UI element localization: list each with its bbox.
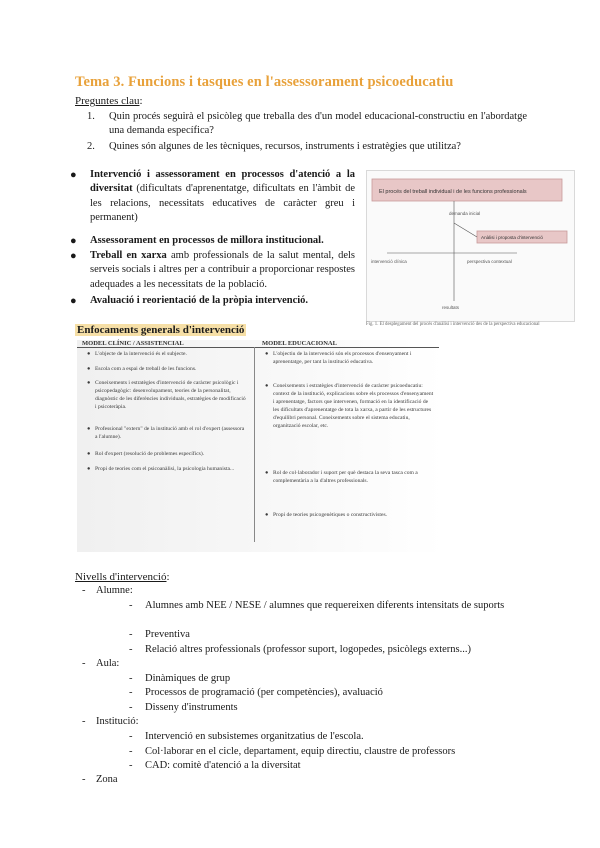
col2-item [265, 470, 435, 486]
question-number: 1. [87, 111, 95, 122]
bullet-diversity [70, 168, 355, 225]
bullet-bold-text: Intervenció i assessorament en processos d'atenció a la diversitat [90, 169, 355, 195]
level-item [129, 686, 530, 700]
bullet-icon: ● [70, 235, 77, 247]
level-item [129, 628, 530, 642]
col1-item [87, 366, 247, 374]
dash-icon: - [82, 774, 86, 785]
question-text: Quin procés seguirà el psicòleg que treballa des d'un model educacional-constructiu en l'abordatge una demanda específica? [109, 111, 527, 136]
bullet-evaluation [70, 294, 355, 308]
level-item-text: Relació altres professionals (professor suport, logopedes, psicòlegs externs...) [145, 644, 472, 655]
bullet-improvement [70, 234, 355, 248]
dash-icon: - [129, 731, 133, 742]
bullet-icon: ● [70, 295, 77, 307]
level-zona [82, 774, 118, 785]
level-aula [82, 658, 120, 669]
level-item-text: Preventiva [145, 629, 190, 640]
colon: : [139, 95, 143, 107]
cell-text: Escola com a espai de treball de les funcions. [95, 366, 197, 372]
col2-item [265, 351, 435, 367]
bullet-text: (dificultats d'aprenentatge, dificultats en l'àmbit de les relacions, necessitats educatives de caràcter greu i permanent) [90, 183, 355, 223]
diagram-svg [367, 171, 574, 321]
dash-icon: - [129, 629, 133, 640]
approaches-heading: Enfocaments generals d'intervenció [77, 324, 245, 336]
level-institucio [82, 716, 139, 727]
process-diagram [366, 170, 575, 322]
level-item-text: Intervenció en subsistemes organitzatius de l'escola. [145, 731, 364, 742]
table-column-divider [254, 347, 255, 542]
table-divider [77, 347, 439, 348]
bullet-icon: ● [87, 426, 91, 432]
diagram-node-mid: perspectiva contextual [467, 259, 512, 264]
col2-item [265, 512, 435, 520]
bullet-icon: ● [87, 466, 91, 472]
cell-text: L'objecte de la intervenció és el subjecte. [95, 351, 187, 357]
bullet-icon: ● [87, 451, 91, 457]
page-title: Tema 3. Funcions i tasques en l'assessorament psicoeducatiu [75, 74, 454, 90]
level-name: Zona [96, 774, 118, 785]
level-item [129, 730, 530, 744]
dash-icon: - [129, 600, 133, 611]
col1-item [87, 380, 247, 412]
diagram-node-top: demanda inicial [449, 211, 481, 216]
bullet-network [70, 249, 355, 292]
diagram-right-box-label: Anàlisi i proposta d'intervenció [481, 235, 543, 240]
bullet-icon: ● [87, 366, 91, 372]
cell-text: Rol de col·laborador i suport per què destaca la seva tasca com a complementària a la d'altres professionals. [273, 470, 418, 484]
cell-text: Professional "extern" de la institució amb el rol d'expert (assessora a l'alumne). [95, 426, 245, 440]
cell-text: Propi de teories psicogenètiques o constructivistes. [273, 512, 388, 518]
question-1 [87, 110, 527, 140]
col1-header: MODEL CLÍNIC / ASSISTENCIAL [82, 340, 184, 347]
level-name: Aula: [96, 658, 120, 669]
dash-icon: - [129, 760, 133, 771]
level-item-text: Disseny d'instruments [145, 702, 238, 713]
bullet-icon: ● [87, 351, 91, 357]
bullet-bold-text: Avaluació i reorientació de la pròpia intervenció. [90, 295, 309, 306]
col1-item [87, 351, 247, 359]
level-item [129, 643, 530, 657]
cell-text: L'objectiu de la intervenció són els processos d'ensenyament i aprenentatge, per tant la institució educativa. [273, 351, 412, 365]
col2-header: MODEL EDUCACIONAL [262, 340, 337, 347]
cell-text: Propi de teories com el psicoanàlisi, la psicologia humanista... [95, 466, 235, 472]
dash-icon: - [129, 702, 133, 713]
level-item-text: CAD: comitè d'atenció a la diversitat [145, 760, 301, 771]
dash-icon: - [129, 644, 133, 655]
level-item [129, 672, 530, 686]
cell-text: Coneixements i estratègies d'intervenció de caràcter psicològic i psicopedagògic: desenvolupament, teories de la personalitat, diagnòstic de les diferències individuals, estratègies de modificació i psicoteràpia. [95, 380, 246, 410]
col1-item [87, 466, 247, 474]
question-text: Quines són algunes de les tècniques, recursos, instruments i estratègies que utilitza? [109, 141, 461, 152]
diagram-node-left: intervenció clínica [371, 259, 407, 264]
level-item [129, 759, 530, 773]
dash-icon: - [129, 687, 133, 698]
level-item-text: Alumnes amb NEE / NESE / alumnes que requereixen diferents intensitats de suports [145, 600, 505, 611]
figure-caption: Fig. 1. El desplegament del procés d'anàlisi i intervenció des de la perspectiva educacional [366, 322, 540, 327]
diagram-line [454, 223, 477, 237]
cell-text: Coneixements i estratègies d'intervenció de caràcter psicoeducatiu: context de la institució, explicacions sobre els processos d'ensenyament i aprenentatge, factors que intervenen, formació en la identificació de les dificultats d'aprenentatge de tota la xarxa, a partir de les estructures d'equilibri personal. Coneixements sobre el sistema educatiu, organització escolar, etc. [273, 383, 434, 429]
dash-icon: - [82, 658, 86, 669]
question-2 [87, 140, 527, 156]
col1-item [87, 426, 247, 442]
key-questions-label: Preguntes clau [75, 95, 140, 107]
bullet-bold-text: Treball en xarxa [90, 250, 167, 261]
cell-text: Rol d'expert (resolució de problemes específics). [95, 451, 205, 457]
bullet-icon: ● [265, 512, 269, 518]
levels-heading [75, 571, 170, 583]
dash-icon: - [82, 585, 86, 596]
bullet-text: amb professionals de la salut mental, dels serveis socials i altres per a contribuir a proporcionar respostes adequades a les necessitats de la població. [90, 250, 355, 290]
bullet-bold-text: Assessorament en processos de millora institucional. [90, 235, 324, 246]
colon: : [166, 571, 170, 583]
level-alumne [82, 585, 133, 596]
level-item-text: Processos de programació (per competències), avaluació [145, 687, 383, 698]
bullet-icon: ● [265, 470, 269, 476]
bullet-icon: ● [265, 351, 269, 357]
col2-item [265, 383, 435, 430]
key-questions-heading [75, 95, 143, 107]
question-number: 2. [87, 141, 95, 152]
level-name: Institució: [96, 716, 139, 727]
level-item [129, 701, 530, 715]
dash-icon: - [82, 716, 86, 727]
bullet-icon: ● [70, 169, 77, 181]
diagram-top-box-label: El procés del treball individual i de les funcions professionals [379, 189, 527, 195]
level-item [129, 745, 530, 759]
level-item [129, 599, 530, 613]
col1-item [87, 451, 247, 459]
bullet-icon: ● [87, 380, 91, 386]
level-name: Alumne: [96, 585, 133, 596]
level-item-text: Dinàmiques de grup [145, 673, 231, 684]
dash-icon: - [129, 673, 133, 684]
bullet-icon: ● [265, 383, 269, 389]
levels-label: Nivells d'intervenció [75, 571, 167, 583]
bullet-icon: ● [70, 250, 77, 262]
dash-icon: - [129, 746, 133, 757]
level-item-text: Col·laborar en el cicle, departament, equip directiu, claustre de professors [145, 746, 456, 757]
diagram-node-bottom: resultats [442, 305, 460, 310]
